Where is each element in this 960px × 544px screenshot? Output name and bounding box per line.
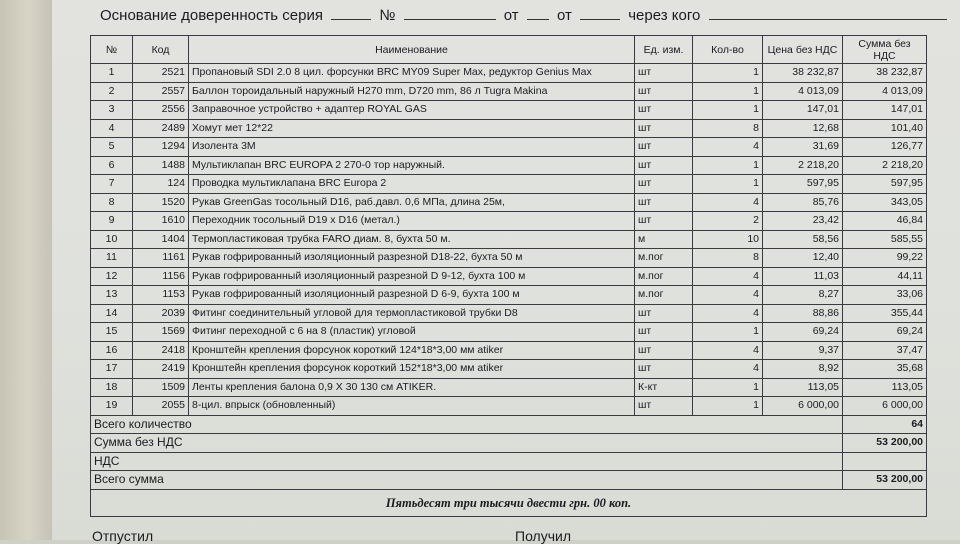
cell-sum: 126,77 bbox=[843, 138, 927, 157]
cell-qty: 1 bbox=[693, 82, 763, 101]
grand-total-label: Всего сумма bbox=[91, 471, 843, 490]
grand-total-value: 53 200,00 bbox=[843, 471, 927, 490]
cell-price: 58,56 bbox=[763, 230, 843, 249]
table-row bbox=[91, 156, 927, 175]
cell-no: 5 bbox=[91, 138, 133, 157]
cell-code: 2039 bbox=[133, 304, 189, 323]
cell-sum: 37,47 bbox=[843, 341, 927, 360]
cell-unit: шт bbox=[635, 323, 693, 342]
cell-sum: 147,01 bbox=[843, 101, 927, 120]
total-sum-value: 53 200,00 bbox=[843, 434, 927, 453]
cell-name: Фитинг переходной с 6 на 8 (пластик) угловой bbox=[189, 323, 635, 342]
grand-total-row bbox=[91, 471, 927, 490]
cell-qty: 4 bbox=[693, 267, 763, 286]
cell-sum: 44,11 bbox=[843, 267, 927, 286]
cell-sum: 6 000,00 bbox=[843, 397, 927, 416]
total-qty-label: Всего количество bbox=[91, 415, 843, 434]
cell-sum: 99,22 bbox=[843, 249, 927, 268]
cell-price: 4 013,09 bbox=[763, 82, 843, 101]
cell-name: Термопластиковая трубка FARO диам. 8, бухта 50 м. bbox=[189, 230, 635, 249]
via-label: через кого bbox=[628, 7, 701, 24]
basis-label: Основание доверенность серия bbox=[100, 7, 323, 24]
cell-code: 1488 bbox=[133, 156, 189, 175]
amount-in-words-row bbox=[91, 489, 927, 516]
cell-unit: шт bbox=[635, 138, 693, 157]
cell-name: Рукав гофрированный изоляционный разрезной D 9-12, бухта 100 м bbox=[189, 267, 635, 286]
cell-no: 6 bbox=[91, 156, 133, 175]
table-row bbox=[91, 119, 927, 138]
cell-qty: 1 bbox=[693, 397, 763, 416]
col-qty: Кол-во bbox=[693, 36, 763, 64]
col-code: Код bbox=[133, 36, 189, 64]
col-name: Наименование bbox=[189, 36, 635, 64]
series-blank bbox=[331, 5, 371, 20]
cell-no: 2 bbox=[91, 82, 133, 101]
cell-sum: 35,68 bbox=[843, 360, 927, 379]
cell-sum: 33,06 bbox=[843, 286, 927, 305]
cell-price: 2 218,20 bbox=[763, 156, 843, 175]
cell-unit: м bbox=[635, 230, 693, 249]
cell-qty: 8 bbox=[693, 119, 763, 138]
table-body bbox=[91, 64, 927, 416]
vat-value bbox=[843, 452, 927, 471]
received-label: Получил bbox=[515, 528, 571, 544]
cell-price: 6 000,00 bbox=[763, 397, 843, 416]
cell-price: 85,76 bbox=[763, 193, 843, 212]
cell-code: 2557 bbox=[133, 82, 189, 101]
cell-price: 9,37 bbox=[763, 341, 843, 360]
cell-code: 2419 bbox=[133, 360, 189, 379]
cell-name: Рукав GreenGas тосольный D16, раб.давл. 0,6 МПа, длина 25м, bbox=[189, 193, 635, 212]
cell-price: 12,40 bbox=[763, 249, 843, 268]
cell-no: 3 bbox=[91, 101, 133, 120]
cell-no: 13 bbox=[91, 286, 133, 305]
cell-price: 88,86 bbox=[763, 304, 843, 323]
cell-code: 1153 bbox=[133, 286, 189, 305]
cell-code: 1569 bbox=[133, 323, 189, 342]
cell-name: Хомут мет 12*22 bbox=[189, 119, 635, 138]
cell-name: Фитинг соединительный угловой для термопластиковой трубки D8 bbox=[189, 304, 635, 323]
total-qty-value: 64 bbox=[843, 415, 927, 434]
col-price: Цена без НДС bbox=[763, 36, 843, 64]
released-label: Отпустил bbox=[92, 528, 154, 544]
table-row bbox=[91, 101, 927, 120]
from-blank bbox=[527, 5, 549, 20]
cell-unit: шт bbox=[635, 341, 693, 360]
cell-name: Пропановый SDI 2.0 8 цил. форсунки BRC MY09 Super Max, редуктор Genius Max bbox=[189, 64, 635, 83]
cell-qty: 10 bbox=[693, 230, 763, 249]
cell-qty: 4 bbox=[693, 193, 763, 212]
cell-no: 14 bbox=[91, 304, 133, 323]
cell-code: 2055 bbox=[133, 397, 189, 416]
table-row bbox=[91, 193, 927, 212]
cell-sum: 113,05 bbox=[843, 378, 927, 397]
cell-unit: шт bbox=[635, 175, 693, 194]
cell-no: 18 bbox=[91, 378, 133, 397]
table-row bbox=[91, 212, 927, 231]
table-row bbox=[91, 82, 927, 101]
cell-unit: шт bbox=[635, 212, 693, 231]
table-row bbox=[91, 341, 927, 360]
cell-unit: шт bbox=[635, 64, 693, 83]
cell-price: 113,05 bbox=[763, 378, 843, 397]
cell-qty: 1 bbox=[693, 378, 763, 397]
cell-qty: 1 bbox=[693, 175, 763, 194]
cell-code: 1610 bbox=[133, 212, 189, 231]
cell-code: 2521 bbox=[133, 64, 189, 83]
table-row bbox=[91, 249, 927, 268]
cell-unit: м.пог bbox=[635, 249, 693, 268]
cell-code: 1294 bbox=[133, 138, 189, 157]
cell-sum: 355,44 bbox=[843, 304, 927, 323]
cell-unit: шт bbox=[635, 304, 693, 323]
header-line bbox=[100, 5, 951, 24]
from2-label: от bbox=[557, 7, 572, 24]
cell-code: 1404 bbox=[133, 230, 189, 249]
received-signature bbox=[515, 528, 571, 544]
cell-price: 597,95 bbox=[763, 175, 843, 194]
table-row bbox=[91, 267, 927, 286]
cell-sum: 597,95 bbox=[843, 175, 927, 194]
cell-name: Кронштейн крепления форсунок короткий 152*18*3,00 мм atiker bbox=[189, 360, 635, 379]
cell-price: 23,42 bbox=[763, 212, 843, 231]
cell-qty: 2 bbox=[693, 212, 763, 231]
released-signature bbox=[92, 528, 153, 544]
cell-unit: шт bbox=[635, 156, 693, 175]
total-sum-row bbox=[91, 434, 927, 453]
cell-price: 31,69 bbox=[763, 138, 843, 157]
cell-price: 38 232,87 bbox=[763, 64, 843, 83]
cell-name: Кронштейн крепления форсунок короткий 124*18*3,00 мм atiker bbox=[189, 341, 635, 360]
table-row bbox=[91, 323, 927, 342]
cell-qty: 4 bbox=[693, 341, 763, 360]
cell-unit: шт bbox=[635, 119, 693, 138]
cell-no: 10 bbox=[91, 230, 133, 249]
table-row bbox=[91, 138, 927, 157]
cell-name: Рукав гофрированный изоляционный разрезной D18-22, бухта 50 м bbox=[189, 249, 635, 268]
cell-code: 2418 bbox=[133, 341, 189, 360]
cell-qty: 8 bbox=[693, 249, 763, 268]
table-row bbox=[91, 397, 927, 416]
cell-name: Изолента 3M bbox=[189, 138, 635, 157]
cell-no: 1 bbox=[91, 64, 133, 83]
cell-sum: 69,24 bbox=[843, 323, 927, 342]
items-table bbox=[90, 35, 927, 517]
from-label: от bbox=[503, 7, 519, 24]
cell-no: 4 bbox=[91, 119, 133, 138]
number-blank bbox=[404, 5, 496, 20]
cell-no: 11 bbox=[91, 249, 133, 268]
table-row bbox=[91, 175, 927, 194]
col-sum: Сумма без НДС bbox=[843, 36, 927, 64]
cell-code: 1161 bbox=[133, 249, 189, 268]
table-row bbox=[91, 64, 927, 83]
cell-price: 12,68 bbox=[763, 119, 843, 138]
cell-unit: К-кт bbox=[635, 378, 693, 397]
cell-unit: шт bbox=[635, 397, 693, 416]
cell-qty: 1 bbox=[693, 156, 763, 175]
total-qty-row bbox=[91, 415, 927, 434]
cell-no: 19 bbox=[91, 397, 133, 416]
cell-no: 9 bbox=[91, 212, 133, 231]
cell-code: 2489 bbox=[133, 119, 189, 138]
number-label: № bbox=[379, 7, 396, 24]
cell-sum: 585,55 bbox=[843, 230, 927, 249]
cell-code: 1509 bbox=[133, 378, 189, 397]
cell-no: 16 bbox=[91, 341, 133, 360]
total-sum-label: Сумма без НДС bbox=[91, 434, 843, 453]
table-row bbox=[91, 230, 927, 249]
amount-in-words: Пятьдесят три тысячи двести грн. 00 коп. bbox=[91, 489, 927, 516]
cell-name: 8-цил. впрыск (обновленный) bbox=[189, 397, 635, 416]
cell-qty: 1 bbox=[693, 323, 763, 342]
cell-qty: 4 bbox=[693, 138, 763, 157]
cell-sum: 4 013,09 bbox=[843, 82, 927, 101]
cell-no: 8 bbox=[91, 193, 133, 212]
cell-price: 69,24 bbox=[763, 323, 843, 342]
cell-qty: 4 bbox=[693, 286, 763, 305]
cell-qty: 4 bbox=[693, 360, 763, 379]
cell-unit: шт bbox=[635, 101, 693, 120]
cell-qty: 1 bbox=[693, 101, 763, 120]
cell-no: 7 bbox=[91, 175, 133, 194]
cell-code: 2556 bbox=[133, 101, 189, 120]
cell-sum: 38 232,87 bbox=[843, 64, 927, 83]
via-blank bbox=[709, 5, 947, 20]
table-row bbox=[91, 360, 927, 379]
cell-code: 124 bbox=[133, 175, 189, 194]
table-row bbox=[91, 378, 927, 397]
cell-no: 15 bbox=[91, 323, 133, 342]
cell-qty: 4 bbox=[693, 304, 763, 323]
cell-price: 11,03 bbox=[763, 267, 843, 286]
cell-unit: м.пог bbox=[635, 267, 693, 286]
cell-price: 8,27 bbox=[763, 286, 843, 305]
col-unit: Ед. изм. bbox=[635, 36, 693, 64]
vat-label: НДС bbox=[91, 452, 843, 471]
cell-unit: м.пог bbox=[635, 286, 693, 305]
cell-sum: 46,84 bbox=[843, 212, 927, 231]
cell-unit: шт bbox=[635, 360, 693, 379]
cell-sum: 101,40 bbox=[843, 119, 927, 138]
cell-qty: 1 bbox=[693, 64, 763, 83]
cell-sum: 2 218,20 bbox=[843, 156, 927, 175]
cell-name: Мультиклапан BRC EUROPA 2 270-0 тор наружный. bbox=[189, 156, 635, 175]
cell-name: Заправочное устройство + адаптер ROYAL GAS bbox=[189, 101, 635, 120]
cell-price: 8,92 bbox=[763, 360, 843, 379]
cell-no: 17 bbox=[91, 360, 133, 379]
col-no: № bbox=[91, 36, 133, 64]
table-row bbox=[91, 286, 927, 305]
table-row bbox=[91, 304, 927, 323]
cell-unit: шт bbox=[635, 193, 693, 212]
cell-price: 147,01 bbox=[763, 101, 843, 120]
table-header-row bbox=[91, 36, 927, 64]
cell-name: Проводка мультиклапана BRC Europa 2 bbox=[189, 175, 635, 194]
cell-name: Баллон тороидальный наружный H270 mm, D720 mm, 86 л Tugra Makina bbox=[189, 82, 635, 101]
cell-unit: шт bbox=[635, 82, 693, 101]
cell-sum: 343,05 bbox=[843, 193, 927, 212]
cell-no: 12 bbox=[91, 267, 133, 286]
cell-code: 1520 bbox=[133, 193, 189, 212]
cell-name: Переходник тосольный D19 x D16 (метал.) bbox=[189, 212, 635, 231]
cell-name: Ленты крепления балона 0,9 X 30 130 см ATIKER. bbox=[189, 378, 635, 397]
cell-code: 1156 bbox=[133, 267, 189, 286]
cell-name: Рукав гофрированный изоляционный разрезной D 6-9, бухта 100 м bbox=[189, 286, 635, 305]
vat-row bbox=[91, 452, 927, 471]
date-blank bbox=[580, 5, 620, 20]
